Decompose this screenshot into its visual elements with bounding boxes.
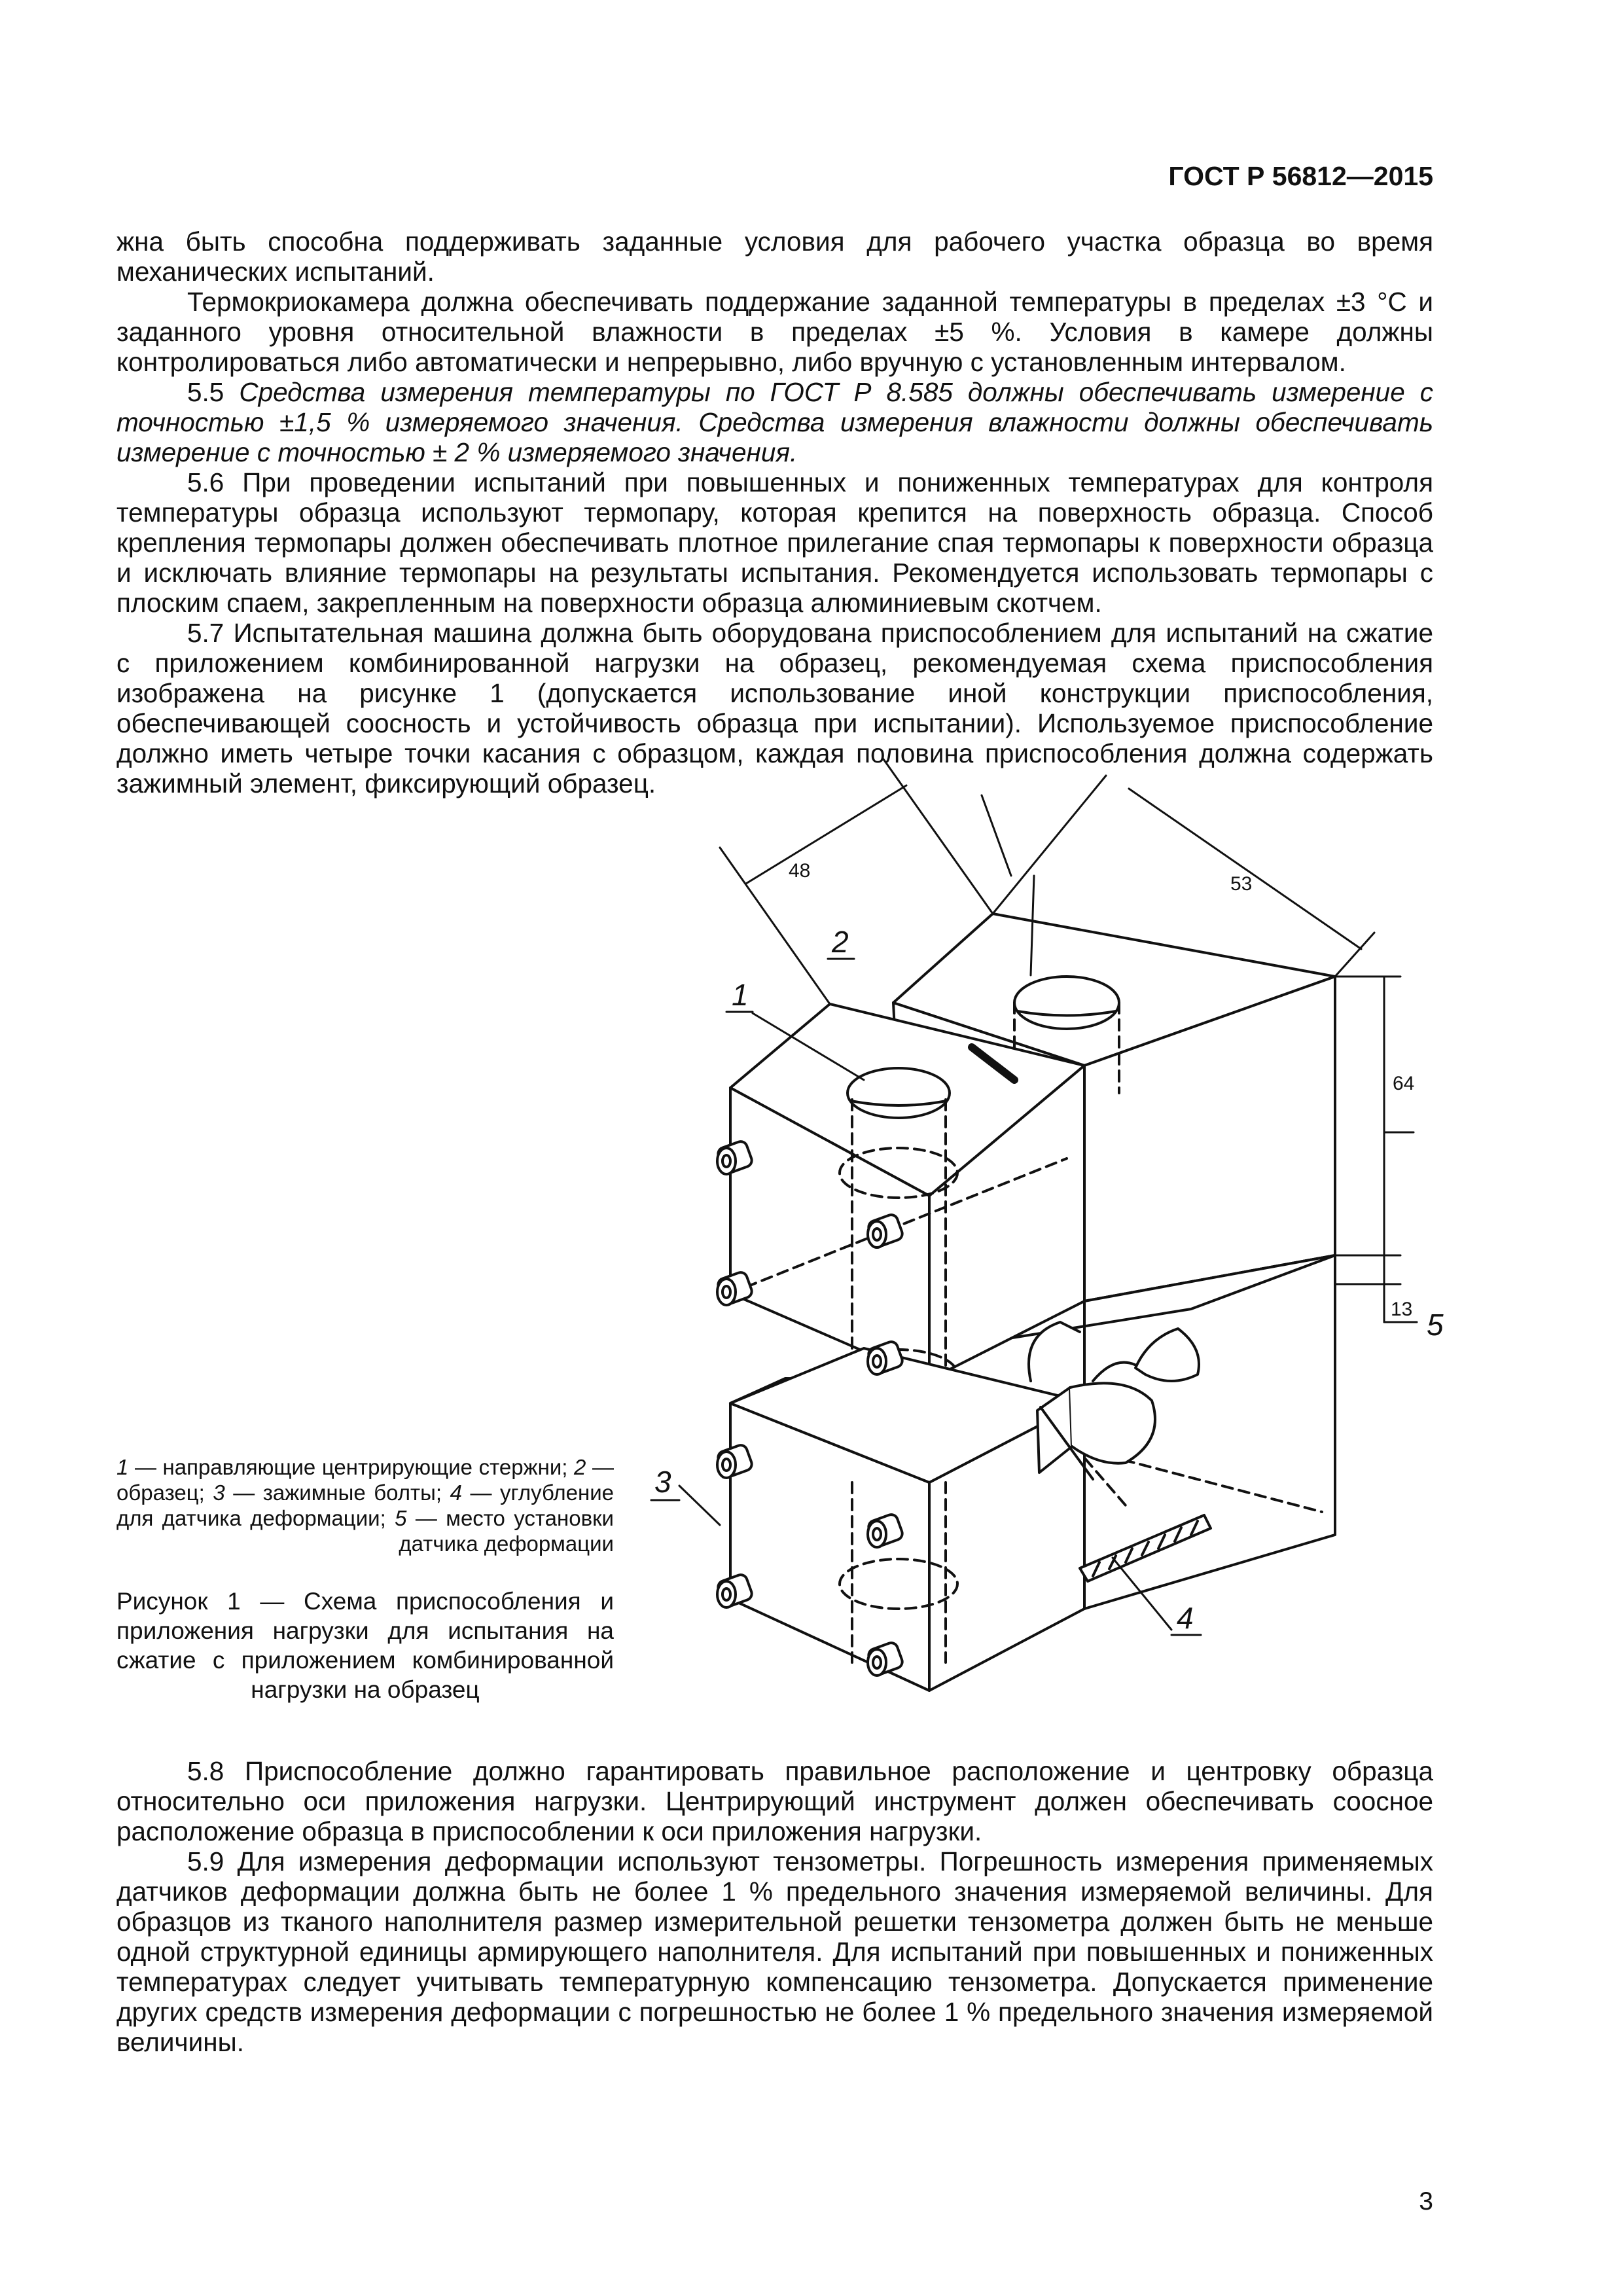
legend-text: — образец; [116, 1455, 614, 1505]
block-front-bottom [730, 1348, 1084, 1691]
clause-text: При проведении испытаний при повышенных и пониженных температурах для контроля температуры образца используют термопару, которая крепится на поверхность образца. Способ крепления термопары должен обеспечивать плотное прилегание спая термопары к поверхности образца и исключать влияние термопары на результаты испытания. Рекомендуется использовать термопары с плоским спаем, закрепленным на поверхности образца алюминиевым скотчем. [116, 467, 1433, 618]
clause-text: Приспособление должно гарантировать правильное расположение и центровку образца относительно оси приложения нагрузки. Центрирующий инструмент должен обеспечивать соосное расположение образца в приспособлении к оси приложения нагрузки. [116, 1756, 1433, 1846]
callout-3: 3 [654, 1465, 671, 1499]
paragraph-5-8 [116, 1756, 1433, 1846]
legend-num: 5 [395, 1506, 407, 1530]
callout-5: 5 [1427, 1308, 1444, 1342]
callout-1: 1 [732, 978, 749, 1012]
legend-text: — зажимные болты; [224, 1480, 450, 1505]
clause-number: 5.7 [187, 618, 224, 648]
figure-caption: Рисунок 1 — Схема приспособления и приложения нагрузки для испытания на сжатие с приложением комбинированной нагрузки на образец [116, 1588, 614, 1703]
legend-num: 1 [116, 1455, 129, 1479]
legend-text: — место установки датчика деформации [399, 1506, 614, 1556]
legend-num: 4 [450, 1480, 462, 1505]
dim-13: 13 [1391, 1299, 1413, 1320]
callout-2: 2 [832, 925, 849, 959]
dim-53: 53 [1230, 873, 1253, 895]
callout-4: 4 [1177, 1601, 1194, 1635]
legend-num: 3 [213, 1480, 225, 1505]
paragraph-continuation: жна быть способна поддерживать заданные условия для рабочего участка образца во время механических испытаний. [116, 226, 1433, 287]
clause-number: 5.6 [187, 467, 224, 497]
legend-text: — направляющие центрирующие стержни; [128, 1455, 575, 1479]
paragraph-5-6 [116, 467, 1433, 618]
document-header: ГОСТ Р 56812—2015 [1168, 161, 1433, 191]
clause-text: Испытательная машина должна быть оборудована приспособлением для испытаний на сжатие с приложением комбинированной нагрузки на образец, рекомендуемая схема приспособления изображена на рисунке 1 (допускается использование иной конструкции приспособления, обеспечивающей соосность и устойчивость образца при испытании). Используемое приспособление должно иметь четыре точки касания с образцом, каждая половина приспособления должна содержать зажимный элемент, фиксирующий образец. [116, 618, 1433, 798]
top-text-block [116, 226, 1433, 798]
paragraph-5-7 [116, 618, 1433, 798]
clause-number: 5.8 [187, 1756, 224, 1786]
bottom-text-block [116, 1756, 1433, 2057]
clause-number: 5.5 [187, 377, 224, 407]
clause-text: Для измерения деформации используют тензометры. Погрешность измерения применяемых датчиков деформации должна быть не более 1 % предельного значения измеряемой величины. Для образцов из тканого наполнителя размер измерительной решетки тензометра должен быть не меньше одной структурной единицы армирующего наполнителя. Для испытаний при повышенных и пониженных температурах следует учитывать температурную компенсацию тензометра. Допускается применение других средств измерения деформации с погрешностью не более 1 % предельного значения измеряемой величины. [116, 1846, 1433, 2057]
legend-text: — углубление для датчика деформации; [116, 1480, 615, 1530]
legend-num: 2 [574, 1455, 586, 1479]
dim-64: 64 [1393, 1073, 1415, 1094]
fixture-diagram [648, 851, 1459, 1635]
paragraph-5-5 [116, 377, 1433, 467]
paragraph-chamber: Термокриокамера должна обеспечивать поддержание заданной температуры в пределах ±3 °С и заданного уровня относительной влажности в пределах ±5 %. Условия в камере должны контролироваться либо автоматически и непрерывно, либо вручную с установленным интервалом. [116, 287, 1433, 377]
figure-legend [116, 1454, 614, 1556]
page-number: 3 [1419, 2187, 1433, 2215]
clause-number: 5.9 [187, 1846, 224, 1876]
paragraph-5-9 [116, 1846, 1433, 2057]
dim-48: 48 [789, 860, 811, 882]
clause-text: Средства измерения температуры по ГОСТ Р 8.585 должны обеспечивать измерение с точностью ±1,5 % измеряемого значения. Средства измерения влажности должны обеспечивать измерение с точностью ± 2 % измеряемого значения. [116, 377, 1433, 467]
